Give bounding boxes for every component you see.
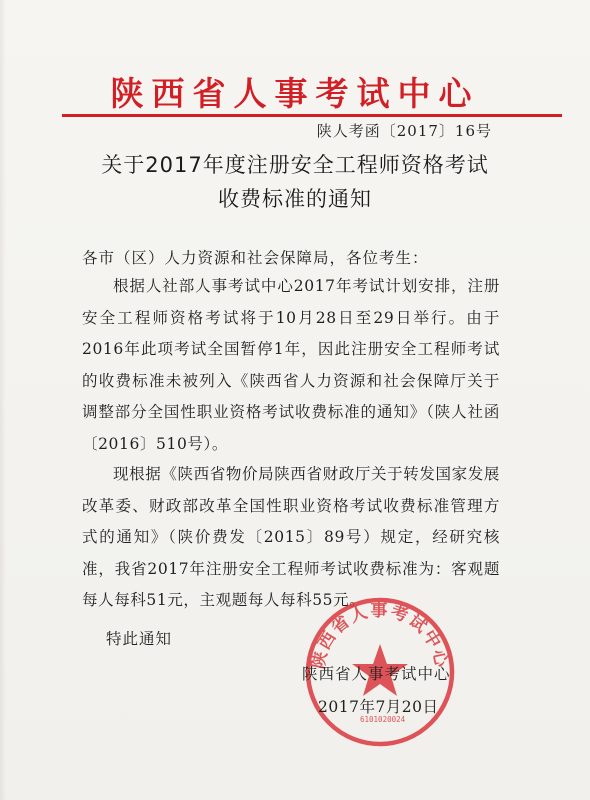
closing-text: 特此通知 bbox=[106, 630, 173, 648]
document-number: 陕人考函〔2017〕16号 bbox=[316, 122, 492, 140]
header-red-rule bbox=[62, 114, 562, 117]
signature-date: 2017年7月20日 bbox=[318, 698, 439, 716]
body-paragraph-2: 现根据《陕西省物价局陕西省财政厅关于转发国家发展改革委、财政部改革全国性职业资格考试收费标准管理方式的通知》（陕价费发〔2015〕89号）规定，经研究核准，我省2017年注册安全工程师考试收费标准为：客观题每人每科51元，主观题每人每科55元。 bbox=[82, 465, 500, 609]
document-title-line-1: 关于2017年度注册安全工程师资格考试 bbox=[101, 153, 489, 177]
seal-text: 陕西省人事考试中心 bbox=[308, 601, 452, 671]
document-title-line-2: 收费标准的通知 bbox=[218, 187, 372, 211]
signature-organization: 陕西省人事考试中心 bbox=[302, 665, 451, 683]
body-paragraph-1: 根据人社部人事考试中心2017年考试计划安排，注册安全工程师资格考试将于10月28日至29日举行。由于2016年此项考试全国暂停1年，因此注册安全工程师考试的收费标准未被列入《陕西省人力资源和社会保障厅关于调整部分全国性职业资格考试收费标准的通知》（陕人社函〔2016〕510号）。 bbox=[82, 277, 500, 453]
scan-shadow bbox=[0, 0, 6, 800]
org-header-title: 陕西省人事考试中心 bbox=[110, 74, 480, 113]
seal-serial: 6101020024 bbox=[360, 715, 406, 724]
salutation: 各市（区）人力资源和社会保障局，各位考生： bbox=[82, 249, 429, 267]
